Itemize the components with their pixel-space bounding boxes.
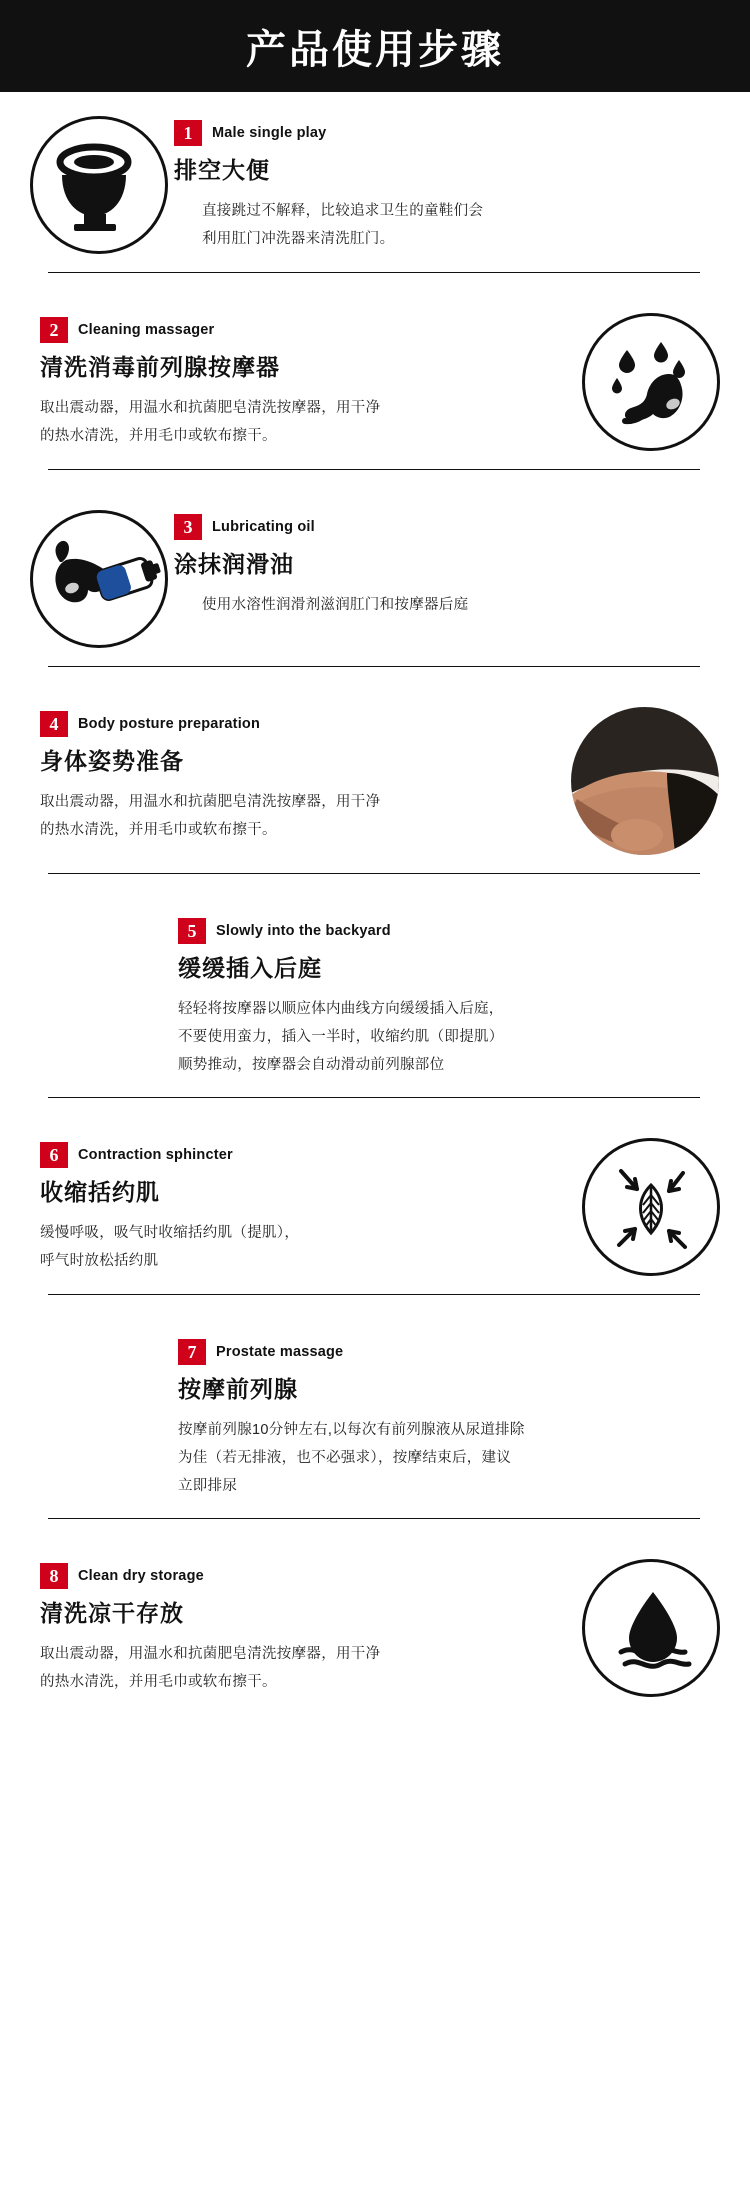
step-3-inner	[0, 510, 750, 648]
step-7-desc-line-1: 按摩前列腺10分钟左右,以每次有前列腺液从尿道排除	[178, 1422, 525, 1438]
step-4-en-label: Body posture preparation	[78, 716, 261, 732]
step-3	[0, 510, 750, 667]
step-8	[0, 1559, 750, 1697]
step-3-number: 3	[174, 514, 202, 540]
step-8-desc	[40, 1640, 542, 1696]
step-2	[0, 313, 750, 470]
step-4-divider	[48, 873, 700, 874]
step-1-desc	[174, 197, 716, 253]
step-6-inner	[0, 1138, 750, 1276]
step-1-inner	[0, 116, 750, 254]
step-3-desc	[174, 591, 716, 619]
spacer	[0, 667, 750, 707]
step-8-en-label: Clean dry storage	[78, 1568, 204, 1584]
spacer	[0, 1519, 750, 1559]
step-7	[0, 1335, 750, 1519]
step-8-desc-line-2: 的热水清洗，并用毛巾或软布擦干。	[40, 1674, 277, 1690]
step-5-divider	[48, 1097, 700, 1098]
step-5-text	[178, 914, 750, 1079]
step-3-cn-title: 涂抹润滑油	[174, 551, 294, 577]
step-8-text	[0, 1559, 576, 1696]
step-6-en-label: Contraction sphincter	[78, 1147, 233, 1163]
step-8-desc-line-1: 取出震动器，用温水和抗菌肥皂清洗按摩器，用干净	[40, 1646, 381, 1662]
step-7-desc	[178, 1416, 716, 1500]
step-8-number: 8	[40, 1563, 68, 1589]
water-drop-icon-svg	[591, 1568, 711, 1688]
washing-massager-icon-svg	[591, 322, 711, 442]
step-2-text	[0, 313, 576, 450]
washing-massager-icon	[582, 313, 720, 451]
step-1-number: 1	[174, 120, 202, 146]
step-6-desc-line-2: 呼气时放松括约肌	[40, 1253, 159, 1269]
spacer	[0, 92, 750, 116]
step-1-desc-line-1: 直接跳过不解释，比较追求卫生的童鞋们会	[202, 203, 484, 219]
step-1-text	[174, 116, 750, 253]
step-8-cn-title: 清洗凉干存放	[40, 1600, 184, 1626]
step-4-media	[550, 707, 750, 855]
spacer	[0, 874, 750, 914]
step-2-desc	[40, 394, 542, 450]
step-8-title-line	[40, 1563, 542, 1589]
step-8-inner	[0, 1559, 750, 1697]
step-2-divider	[48, 469, 700, 470]
toilet-icon-svg	[44, 130, 154, 240]
step-7-en-label: Prostate massage	[216, 1344, 344, 1360]
step-4-number: 4	[40, 711, 68, 737]
step-6-divider	[48, 1294, 700, 1295]
step-1-title-line	[174, 120, 716, 146]
page-title: 产品使用步骤	[246, 27, 504, 72]
sphincter-arrows-icon-svg	[591, 1147, 711, 1267]
body-posture-photo-svg	[571, 707, 719, 855]
step-5-number: 5	[178, 918, 206, 944]
step-4	[0, 707, 750, 874]
step-6-desc-line-1: 缓慢呼吸，吸气时收缩括约肌（提肌），	[40, 1225, 300, 1241]
step-2-inner	[0, 313, 750, 451]
page-header	[0, 0, 750, 92]
step-2-desc-line-1: 取出震动器，用温水和抗菌肥皂清洗按摩器，用干净	[40, 400, 381, 416]
step-4-title-line	[40, 711, 516, 737]
toilet-icon	[30, 116, 168, 254]
step-3-en-label: Lubricating oil	[212, 519, 315, 535]
step-7-desc-line-2: 为佳（若无排液，也不必强求），按摩结束后，建议	[178, 1450, 512, 1466]
step-3-media	[0, 510, 174, 648]
step-8-media	[576, 1559, 750, 1697]
step-1-cn-title: 排空大便	[174, 157, 270, 183]
step-2-number: 2	[40, 317, 68, 343]
step-7-divider	[48, 1518, 700, 1519]
step-3-desc-line-1: 使用水溶性润滑剂滋润肛门和按摩器后庭	[202, 597, 469, 613]
spacer	[0, 273, 750, 313]
step-6	[0, 1138, 750, 1295]
step-4-inner	[0, 707, 750, 855]
step-2-title-line	[40, 317, 542, 343]
step-5-title-line	[178, 918, 716, 944]
step-5-cn-title: 缓缓插入后庭	[178, 955, 322, 981]
step-6-title-line	[40, 1142, 542, 1168]
step-6-cn-title: 收缩括约肌	[40, 1179, 160, 1205]
step-6-media	[576, 1138, 750, 1276]
step-4-cn-title: 身体姿势准备	[40, 748, 184, 774]
step-5-desc-line-1: 轻轻将按摩器以顺应体内曲线方向缓缓插入后庭，	[178, 1001, 504, 1017]
step-3-divider	[48, 666, 700, 667]
step-5-desc-line-2: 不要使用蛮力，插入一半时，收缩约肌（即提肌）	[178, 1029, 504, 1045]
step-3-text	[174, 510, 750, 619]
step-5-inner	[0, 914, 750, 1079]
step-6-number: 6	[40, 1142, 68, 1168]
step-3-title-line	[174, 514, 716, 540]
sphincter-arrows-icon	[582, 1138, 720, 1276]
step-2-en-label: Cleaning massager	[78, 322, 215, 338]
step-1-en-label: Male single play	[212, 125, 327, 141]
spacer	[0, 1295, 750, 1335]
step-4-desc	[40, 788, 516, 844]
spacer	[0, 470, 750, 510]
spacer	[0, 1098, 750, 1138]
lubricant-tube-icon	[30, 510, 168, 648]
step-5-desc-line-3: 顺势推动，按摩器会自动滑动前列腺部位	[178, 1057, 445, 1073]
step-6-desc	[40, 1219, 542, 1275]
step-1-divider	[48, 272, 700, 273]
step-2-cn-title: 清洗消毒前列腺按摩器	[40, 354, 280, 380]
spacer	[0, 1697, 750, 1737]
step-2-desc-line-2: 的热水清洗，并用毛巾或软布擦干。	[40, 428, 277, 444]
step-6-text	[0, 1138, 576, 1275]
body-posture-photo	[571, 707, 719, 855]
step-5-en-label: Slowly into the backyard	[216, 923, 391, 939]
step-1-desc-line-2: 利用肛门冲洗器来清洗肛门。	[202, 231, 395, 247]
step-2-media	[576, 313, 750, 451]
step-5	[0, 914, 750, 1098]
step-7-number: 7	[178, 1339, 206, 1365]
water-drop-icon	[582, 1559, 720, 1697]
step-4-text	[0, 707, 550, 844]
step-5-desc	[178, 995, 716, 1079]
step-4-desc-line-2: 的热水清洗，并用毛巾或软布擦干。	[40, 822, 277, 838]
step-7-inner	[0, 1335, 750, 1500]
step-1	[0, 116, 750, 273]
step-7-cn-title: 按摩前列腺	[178, 1376, 298, 1402]
step-7-desc-line-3: 立即排尿	[178, 1478, 238, 1494]
step-4-desc-line-1: 取出震动器，用温水和抗菌肥皂清洗按摩器，用干净	[40, 794, 381, 810]
step-1-media	[0, 116, 174, 254]
step-7-text	[178, 1335, 750, 1500]
step-7-title-line	[178, 1339, 716, 1365]
lubricant-tube-icon-svg	[36, 516, 162, 642]
